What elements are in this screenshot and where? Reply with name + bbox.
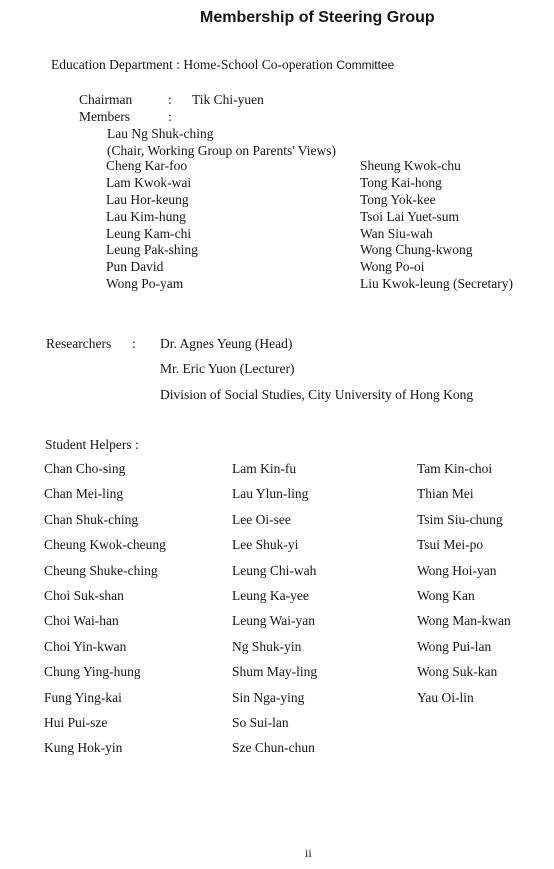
- researchers-sep: :: [132, 336, 136, 351]
- member-name: Leung Pak-shing: [106, 242, 198, 258]
- student-helpers-column-3: [417, 456, 511, 710]
- student-name: Choi Suk-shan: [44, 587, 124, 603]
- student-name: Sin Nga-ying: [232, 689, 305, 705]
- members-label: Members: [79, 109, 130, 124]
- student-name: Wong Kan: [417, 587, 475, 603]
- student-name: Leung Ka-yee: [232, 587, 309, 603]
- student-name: Sze Chun-chun: [232, 740, 315, 756]
- student-name: Lau Ylun-ling: [232, 486, 309, 502]
- member-name: Liu Kwok-leung (Secretary): [360, 276, 513, 292]
- student-name: Lee Shuk-yi: [232, 537, 299, 553]
- chairman-sep: :: [168, 92, 172, 107]
- student-name: Chung Ying-hung: [44, 664, 141, 680]
- member-name: Pun David: [106, 259, 164, 275]
- student-name: Lam Kin-fu: [232, 461, 297, 476]
- member-name: Tong Kai-hong: [360, 174, 442, 190]
- student-helpers-column-1: [44, 456, 166, 761]
- members-lead-role: (Chair, Working Group on Parents' Views): [107, 143, 336, 158]
- student-name: Chan Mei-ling: [44, 486, 124, 502]
- student-name: Wong Suk-kan: [417, 664, 498, 680]
- member-name: Wan Siu-wah: [360, 225, 433, 241]
- committee-label-small: Committee: [336, 58, 395, 72]
- page-number: ii: [305, 846, 312, 860]
- committee-label: [51, 56, 394, 74]
- student-name: Chan Shuk-ching: [44, 511, 139, 527]
- member-name: Wong Po-yam: [106, 276, 184, 292]
- student-name: Tam Kin-choi: [417, 461, 493, 476]
- member-name: Cheng Kar-foo: [106, 158, 188, 173]
- student-name: Leung Wai-yan: [232, 613, 316, 629]
- student-name: Lee Oi-see: [232, 511, 291, 527]
- student-name: Cheung Shuke-ching: [44, 562, 158, 578]
- member-name: Wong Po-oi: [360, 259, 425, 275]
- student-name: Wong Pui-lan: [417, 638, 492, 654]
- researcher-line: Division of Social Studies, City University of Hong Kong: [160, 387, 474, 402]
- student-name: Leung Chi-wah: [232, 562, 317, 578]
- student-name: Tsui Mei-po: [417, 537, 484, 553]
- student-name: Choi Yin-kwan: [44, 638, 127, 654]
- member-name: Tsoi Lai Yuet-sum: [360, 208, 460, 224]
- student-name: Yau Oi-lin: [417, 689, 474, 705]
- member-name: Lau Kim-hung: [106, 208, 186, 224]
- page-title: Membership of Steering Group: [200, 9, 435, 26]
- researchers-label: Researchers: [46, 336, 112, 351]
- member-name: Tong Yok-kee: [360, 191, 436, 207]
- members-left-column: [106, 158, 198, 293]
- student-name: Choi Wai-han: [44, 613, 119, 629]
- student-name: Hui Pui-sze: [44, 714, 108, 730]
- student-name: Cheung Kwok-cheung: [44, 537, 166, 553]
- student-name: So Sui-lan: [232, 714, 289, 730]
- student-name: Fung Ying-kai: [44, 689, 122, 705]
- student-name: Shum May-ling: [232, 664, 318, 680]
- researcher-line: Mr. Eric Yuon (Lecturer): [160, 361, 295, 376]
- members-lead-name: Lau Ng Shuk-ching: [107, 126, 214, 141]
- committee-label-main: Education Department : Home-School Co-operation: [51, 57, 333, 72]
- student-name: Chan Cho-sing: [44, 461, 126, 476]
- student-helpers-label: Student Helpers :: [45, 437, 139, 452]
- researcher-line: Dr. Agnes Yeung (Head): [160, 336, 293, 351]
- student-name: Wong Hoi-yan: [417, 562, 497, 578]
- member-name: Wong Chung-kwong: [360, 242, 473, 258]
- member-name: Lam Kwok-wai: [106, 174, 192, 190]
- student-helpers-column-2: [232, 456, 317, 761]
- members-sep: :: [168, 109, 172, 124]
- member-name: Sheung Kwok-chu: [360, 158, 461, 173]
- student-name: Tsim Siu-chung: [417, 511, 503, 527]
- chairman-name: Tik Chi-yuen: [192, 92, 264, 107]
- member-name: Leung Kam-chi: [106, 225, 192, 241]
- student-name: Ng Shuk-yin: [232, 638, 302, 654]
- student-name: Thian Mei: [417, 486, 474, 502]
- student-name: Wong Man-kwan: [417, 613, 511, 629]
- student-name: Kung Hok-yin: [44, 740, 123, 756]
- chairman-label: Chairman: [79, 92, 133, 107]
- members-right-column: [360, 158, 513, 293]
- member-name: Lau Hor-keung: [106, 191, 189, 207]
